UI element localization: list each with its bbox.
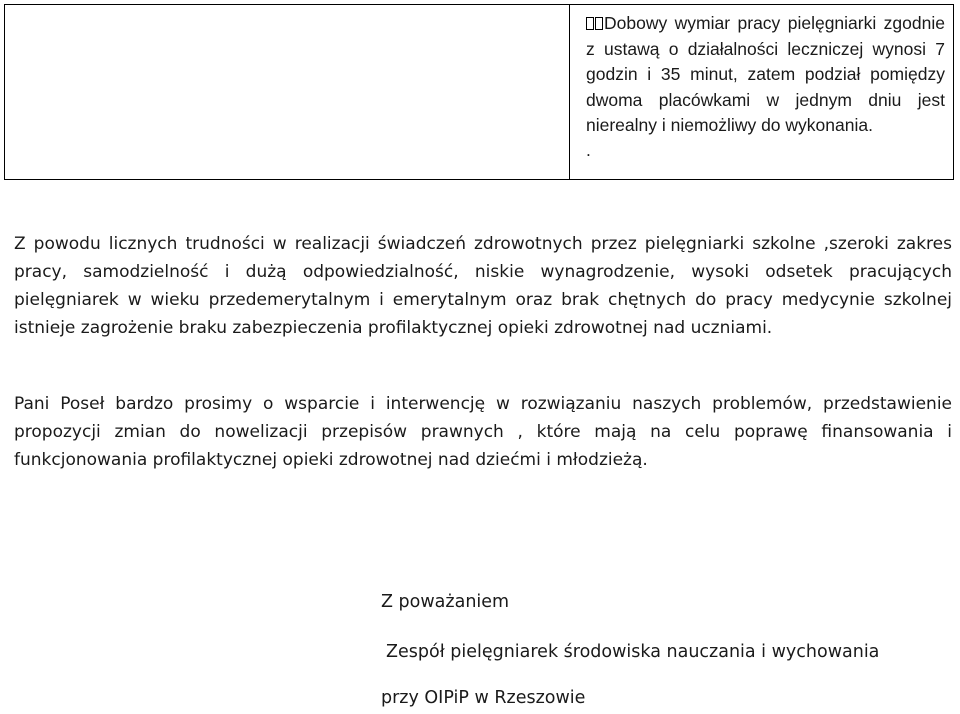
closing-signature-place: przy OIPiP w Rzeszowie [381, 688, 586, 708]
missing-glyph-icon [586, 17, 594, 30]
body-paragraph-request: Pani Poseł bardzo prosimy o wsparcie i interwencję w rozwiązaniu naszych problemów, przedstawienie propozycji zmian do nowelizacji przepisów prawnych , które mają na celu poprawę finansowania i funkcjonowania profilaktycznej opieki zdrowotnej nad dziećmi i młodzieżą. [14, 394, 952, 470]
closing-signature-team: Zespół pielęgniarek środowiska nauczania i wychowania [386, 642, 880, 662]
closing-regards: Z poważaniem [381, 592, 510, 612]
body-paragraph-difficulties: Z powodu licznych trudności w realizacji świadczeń zdrowotnych przez pielęgniarki szkolne ,szeroki zakres pracy, samodzielność i dużą odpowiedzialność, niskie wynagrodzenie, wysoki odsetek pracujących pielęgniarek w wieku przedemerytalnym i emerytalnym oraz brak chętnych do pracy medycynie szkolnej istnieje zagrożenie braku zabezpieczenia profilaktycznej opieki zdrowotnej nad uczniami. [14, 234, 952, 338]
table-cell-empty [5, 5, 570, 179]
table-cell-text [570, 5, 953, 179]
missing-glyph-icon [595, 17, 603, 30]
table-cell-dot: . [586, 139, 591, 160]
table-cell-paragraph: Dobowy wymiar pracy pielęgniarki zgodnie z ustawą o działalności leczniczej wynosi 7 godzin i 35 minut, zatem podział pomiędzy dwoma placówkami w jednym dniu jest nierealny i niemożliwy do wykonania. [586, 13, 945, 135]
table-fragment [4, 4, 954, 180]
